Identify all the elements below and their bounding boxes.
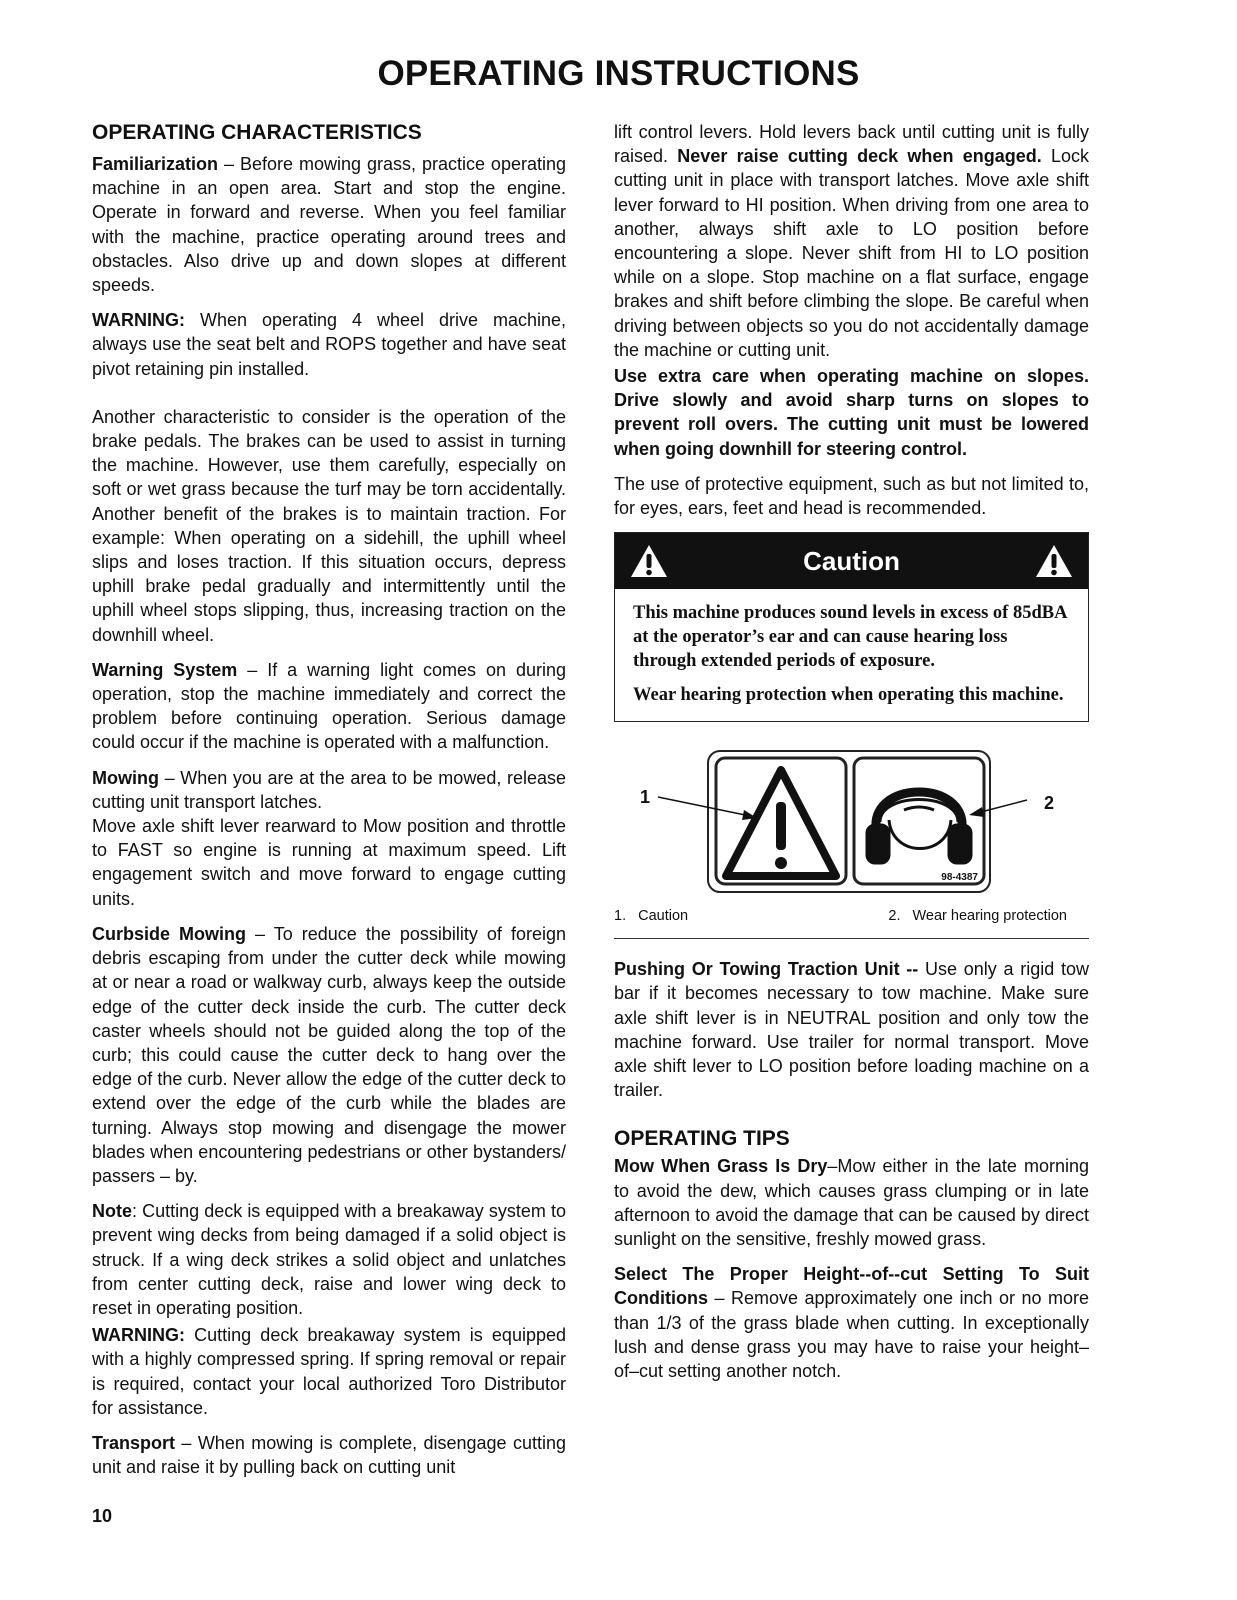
caution-body bbox=[615, 589, 1088, 721]
brakes-paragraph: Another characteristic to consider is the operation of the brake pedals. The brakes can be used to assist in turning the machine. However, use them carefully, especially on soft or wet grass because the turf may be torn accidentally. Another benefit of the brakes is to maintain traction. For example: When operating on a sidehill, the uphill wheel slips and loses traction. If this situation occurs, depress uphill brake pedal gradually and intermittently until the uphill wheel stops slipping, thus, increasing traction on the downhill wheel. bbox=[92, 406, 566, 645]
safety-decal-figure bbox=[614, 750, 1089, 900]
caption-text: Caution bbox=[638, 908, 689, 925]
towing-paragraph bbox=[614, 957, 1089, 1102]
figure-captions bbox=[614, 908, 1089, 939]
towing-label: Pushing Or Towing Traction Unit -- bbox=[614, 959, 919, 980]
callout-2: 2 bbox=[1044, 793, 1055, 814]
right-column bbox=[614, 120, 1089, 1383]
familiarization-label: Familiarization bbox=[92, 154, 219, 174]
transport-text: – When mowing is complete, disengage cutting unit and raise it by pulling back on cutting unit bbox=[92, 1432, 566, 1478]
note-label: Note bbox=[92, 1201, 132, 1222]
caution-sound-text: This machine produces sound levels in excess of 85dBA at the operator’s ear and can cause hearing loss through extended periods of exposure. bbox=[633, 603, 1067, 672]
warning-system-label: Warning System bbox=[92, 659, 238, 680]
ear-protection-icon bbox=[866, 792, 972, 864]
left-column bbox=[92, 116, 566, 1479]
slopes-warning-paragraph bbox=[614, 364, 1089, 461]
caption-text: Wear hearing protection bbox=[912, 908, 1067, 925]
warning-triangle-icon bbox=[1034, 543, 1074, 579]
warning-rops-text: When operating 4 wheel drive machine, always use the seat belt and ROPS together and have seat pivot retaining pin installed. bbox=[92, 310, 566, 379]
page-title: OPERATING INSTRUCTIONS bbox=[377, 54, 860, 93]
mowing-text: – When you are at the area to be mowed, release cutting unit transport latches. bbox=[92, 767, 566, 812]
warning-spring-label: WARNING: bbox=[92, 1325, 185, 1346]
familiarization-paragraph bbox=[92, 152, 566, 297]
callout-1: 1 bbox=[640, 787, 651, 808]
warning-system-text: – If a warning light comes on during operation, stop the machine immediately and correct the problem before continuing operation. Serious damage could occur if the machine is operated with a malfunction. bbox=[92, 659, 566, 753]
caution-header bbox=[615, 533, 1088, 589]
note-paragraph bbox=[92, 1199, 566, 1320]
height-of-cut-text: – Remove approximately one inch or no more than 1/3 of the grass blade when cutting. In exceptionally lush and dense grass you may have to raise your height–of–cut setting another notch. bbox=[614, 1288, 1089, 1382]
caption-hearing-protection bbox=[888, 908, 1067, 924]
height-of-cut-label: Select The Proper Height--of--cut Setting To Suit Conditions bbox=[614, 1264, 1089, 1309]
section-heading-operating-characteristics: OPERATING CHARACTERISTICS bbox=[92, 121, 422, 144]
curbside-mowing-paragraph bbox=[92, 922, 566, 1188]
caution-title: Caution bbox=[803, 545, 900, 576]
warning-system-paragraph bbox=[92, 658, 566, 755]
warning-rops-paragraph bbox=[92, 308, 566, 381]
familiarization-text: – Before mowing grass, practice operating machine in an open area. Start and stop the engine. Operate in forward and reverse. When you feel familiar with the machine, practice operating around trees and obstacles. Also drive up and down slopes at different speeds. bbox=[92, 154, 566, 296]
towing-text: Use only a rigid tow bar if it becomes necessary to tow machine. Make sure axle shift lever is in NEUTRAL position and only tow the machine forward. Use trailer for normal transport. Move axle shift lever to LO position before loading machine on a trailer. bbox=[614, 959, 1089, 1101]
protective-equipment-paragraph: The use of protective equipment, such as but not limited to, for eyes, ears, feet and head is recommended. bbox=[614, 473, 1089, 519]
caution-hearing-text: Wear hearing protection when operating this machine. bbox=[633, 685, 1064, 706]
height-of-cut-paragraph bbox=[614, 1262, 1089, 1383]
mowing-paragraph bbox=[92, 766, 566, 814]
mow-when-dry-label: Mow When Grass Is Dry bbox=[614, 1156, 828, 1177]
mow-when-dry-paragraph bbox=[614, 1154, 1089, 1251]
warning-triangle-icon bbox=[629, 543, 669, 579]
decal-part-number: 98-4387 bbox=[941, 872, 978, 884]
warning-spring-text: Cutting deck breakaway system is equipped with a highly compressed spring. If spring removal or repair is required, contact your local authorized Toro Distributor for assistance. bbox=[92, 1325, 566, 1418]
caption-caution bbox=[614, 908, 688, 924]
caution-box bbox=[614, 532, 1089, 722]
transport-paragraph bbox=[92, 1431, 566, 1479]
section-heading-operating-tips: OPERATING TIPS bbox=[614, 1127, 790, 1151]
curbside-mowing-text: – To reduce the possibility of foreign debris escaping from under the cutter deck while mowing at or near a road or walkway curb, always keep the outside edge of the cutter deck inside the curb. The cutter deck caster wheels should not be guided along the top of the curb; this could cause the cutter deck to hang over the edge of the curb. Never allow the edge of the cutter deck to extend over the edge of the curb while the blades are turning. Always stop mowing and disengage the mower blades when encountering pedestrians or other bystanders/ passers – by. bbox=[92, 923, 566, 1186]
mowing-paragraph-2: Move axle shift lever rearward to Mow position and throttle to FAST so engine is running at maximum speed. Lift engagement switch and move forward to engage cutting units. bbox=[92, 816, 566, 909]
slopes-warning-text: Use extra care when operating machine on slopes. Drive slowly and avoid sharp turns on slopes to prevent roll overs. The cutting unit must be lowered when going downhill for steering control. bbox=[614, 366, 1089, 459]
mowing-label: Mowing bbox=[92, 767, 159, 788]
page-number: 10 bbox=[92, 1506, 113, 1526]
caution-triangle-icon bbox=[726, 770, 836, 876]
transport-continued-text-1: lift control levers. Hold levers back until cutting unit is fully raised. bbox=[614, 122, 1089, 167]
transport-label: Transport bbox=[92, 1432, 176, 1453]
transport-continued-paragraph bbox=[614, 120, 1089, 362]
note-text: : Cutting deck is equipped with a breakaway system to prevent wing decks from being damaged if a solid object is struck. If a wing deck strikes a solid object and unlatches from center cutting deck, raise and lower wing deck to reset in operating position. bbox=[92, 1201, 566, 1318]
warning-label: WARNING: bbox=[92, 310, 185, 331]
warning-spring-paragraph bbox=[92, 1323, 566, 1420]
caption-number: 1. bbox=[614, 908, 627, 925]
never-raise-warning: Never raise cutting deck when engaged. bbox=[677, 146, 1042, 167]
caption-number: 2. bbox=[888, 908, 901, 925]
curbside-mowing-label: Curbside Mowing bbox=[92, 923, 247, 944]
transport-continued-text-2: Lock cutting unit in place with transport latches. Move axle shift lever forward to HI position. When driving from one area to another, always shift axle to LO position before encountering a slope. Never shift from HI to LO position while on a slope. Stop machine on a flat surface, engage brakes and shift before climbing the slope. Be careful when driving between objects so you do not accidentally damage the machine or cutting unit. bbox=[614, 146, 1090, 360]
safety-decal bbox=[614, 750, 1089, 900]
mow-when-dry-text: –Mow either in the late morning to avoid the dew, which causes grass clumping or in late afternoon to avoid the damage that can be caused by direct sunlight on the sensitive, freshly mowed grass. bbox=[614, 1156, 1089, 1250]
